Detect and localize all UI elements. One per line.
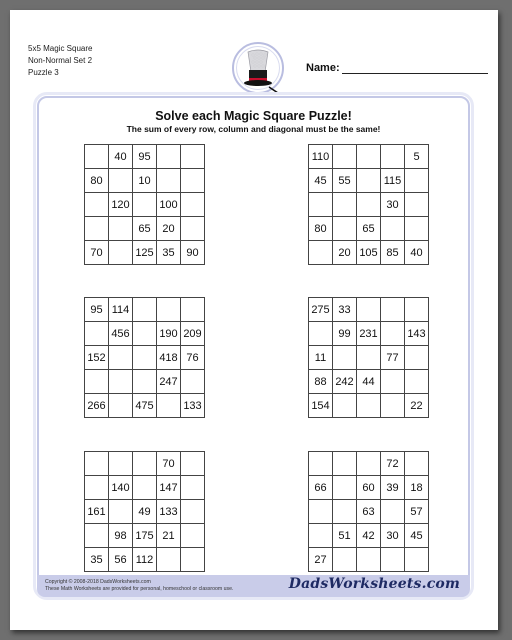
grid-cell	[133, 452, 157, 476]
grid-cell	[309, 193, 333, 217]
grid-cell	[357, 193, 381, 217]
grid-cell: 35	[85, 548, 109, 572]
grid-cell	[109, 346, 133, 370]
grid-cell: 418	[157, 346, 181, 370]
instructions-subheading: The sum of every row, column and diagonal must be the same!	[126, 124, 381, 134]
grid-cell	[85, 370, 109, 394]
footer-band	[37, 575, 470, 597]
grid-cell	[181, 524, 205, 548]
grid-cell: 40	[109, 145, 133, 169]
grid-cell	[109, 370, 133, 394]
grid-cell: 51	[333, 524, 357, 548]
grid-cell	[333, 500, 357, 524]
grid-cell	[357, 452, 381, 476]
grid-cell: 45	[309, 169, 333, 193]
usage-notice: These Math Worksheets are provided for personal, homeschool or classroom use.	[45, 585, 234, 592]
grid-cell: 10	[133, 169, 157, 193]
grid-cell	[157, 394, 181, 418]
grid-cell	[333, 548, 357, 572]
magic-hat-icon	[232, 40, 284, 100]
grid-row	[85, 476, 205, 500]
grid-cell	[85, 524, 109, 548]
grid-cell: 95	[85, 298, 109, 322]
grid-row	[85, 394, 205, 418]
grid-row	[309, 346, 429, 370]
copyright-text: Copyright © 2008-2018 DadsWorksheets.com	[45, 579, 151, 585]
grid-cell	[405, 298, 429, 322]
name-line	[342, 62, 488, 74]
grid-cell: 22	[405, 394, 429, 418]
grid-row	[85, 241, 205, 265]
grid-row	[309, 394, 429, 418]
grid-cell: 114	[109, 298, 133, 322]
grid-cell: 266	[85, 394, 109, 418]
grid-cell	[381, 370, 405, 394]
grid-cell	[381, 548, 405, 572]
grid-cell	[157, 169, 181, 193]
grid-row	[85, 193, 205, 217]
grid-cell	[133, 346, 157, 370]
grid-cell: 65	[357, 217, 381, 241]
grid-cell: 21	[157, 524, 181, 548]
magic-square-2	[308, 144, 429, 265]
grid-cell: 112	[133, 548, 157, 572]
grid-row	[309, 500, 429, 524]
grid-cell	[181, 217, 205, 241]
grid-cell: 161	[85, 500, 109, 524]
grid-cell	[109, 452, 133, 476]
grid-cell: 85	[381, 241, 405, 265]
grid-cell: 63	[357, 500, 381, 524]
grid-cell: 275	[309, 298, 333, 322]
grid-cell: 27	[309, 548, 333, 572]
grid-row	[309, 298, 429, 322]
grid-cell: 35	[157, 241, 181, 265]
grid-cell: 120	[109, 193, 133, 217]
grid-cell	[181, 193, 205, 217]
grid-cell: 100	[157, 193, 181, 217]
grid-cell	[85, 322, 109, 346]
grid-row	[85, 169, 205, 193]
grid-cell	[109, 394, 133, 418]
grid-cell	[133, 476, 157, 500]
grid-cell: 42	[357, 524, 381, 548]
grid-cell: 33	[333, 298, 357, 322]
grid-cell: 11	[309, 346, 333, 370]
grid-row	[309, 524, 429, 548]
grid-row	[309, 241, 429, 265]
grid-cell: 60	[357, 476, 381, 500]
magic-square-6	[308, 451, 429, 572]
name-label: Name:	[306, 62, 340, 74]
grid-row	[309, 169, 429, 193]
grid-cell: 80	[309, 217, 333, 241]
grid-cell: 140	[109, 476, 133, 500]
grid-row	[309, 452, 429, 476]
grid-cell: 20	[333, 241, 357, 265]
grid-cell	[405, 193, 429, 217]
grid-cell	[381, 322, 405, 346]
grid-cell: 125	[133, 241, 157, 265]
grid-cell: 133	[181, 394, 205, 418]
grid-cell	[133, 193, 157, 217]
magic-square-1	[84, 144, 205, 265]
grid-row	[309, 322, 429, 346]
instructions-heading: Solve each Magic Square Puzzle!	[155, 109, 352, 123]
grid-cell: 66	[309, 476, 333, 500]
grid-cell: 105	[357, 241, 381, 265]
grid-cell	[309, 241, 333, 265]
grid-cell	[157, 298, 181, 322]
grid-cell	[85, 217, 109, 241]
grid-row	[309, 476, 429, 500]
grid-cell	[109, 500, 133, 524]
grid-cell	[357, 145, 381, 169]
grid-cell	[357, 298, 381, 322]
grid-cell	[181, 370, 205, 394]
grid-row	[85, 346, 205, 370]
grid-cell	[309, 452, 333, 476]
grid-cell	[85, 476, 109, 500]
grid-cell	[181, 169, 205, 193]
grid-cell	[405, 548, 429, 572]
grid-cell: 77	[381, 346, 405, 370]
grid-cell	[85, 145, 109, 169]
grid-cell: 49	[133, 500, 157, 524]
grid-cell	[333, 452, 357, 476]
grid-cell	[333, 193, 357, 217]
grid-cell: 152	[85, 346, 109, 370]
grid-cell: 456	[109, 322, 133, 346]
grid-row	[85, 370, 205, 394]
grid-cell	[309, 322, 333, 346]
grid-cell: 18	[405, 476, 429, 500]
grid-cell	[357, 394, 381, 418]
grid-cell	[181, 145, 205, 169]
grid-cell: 247	[157, 370, 181, 394]
grid-cell	[309, 500, 333, 524]
grid-cell: 115	[381, 169, 405, 193]
grid-cell: 95	[133, 145, 157, 169]
grid-row	[309, 370, 429, 394]
grid-cell: 65	[133, 217, 157, 241]
grid-row	[309, 548, 429, 572]
grid-cell: 5	[405, 145, 429, 169]
grid-cell	[357, 346, 381, 370]
grid-cell: 70	[85, 241, 109, 265]
worksheet-meta	[28, 43, 92, 79]
grid-cell: 147	[157, 476, 181, 500]
grid-cell	[133, 322, 157, 346]
grid-cell	[309, 524, 333, 548]
grid-cell: 154	[309, 394, 333, 418]
grid-cell	[85, 193, 109, 217]
grid-row	[85, 524, 205, 548]
grid-row	[85, 500, 205, 524]
grid-cell	[133, 370, 157, 394]
grid-row	[309, 193, 429, 217]
brand-logo: DadsWorksheets.com	[288, 576, 460, 592]
grid-cell: 242	[333, 370, 357, 394]
grid-cell: 90	[181, 241, 205, 265]
grid-cell: 72	[381, 452, 405, 476]
grid-cell: 39	[381, 476, 405, 500]
grid-cell: 143	[405, 322, 429, 346]
grid-cell	[181, 548, 205, 572]
magic-square-5	[84, 451, 205, 572]
grid-cell	[181, 476, 205, 500]
grid-cell	[333, 394, 357, 418]
grid-cell	[333, 476, 357, 500]
grid-cell: 30	[381, 193, 405, 217]
grid-cell: 475	[133, 394, 157, 418]
grid-cell: 45	[405, 524, 429, 548]
grid-cell	[333, 217, 357, 241]
grid-cell	[181, 500, 205, 524]
grid-cell	[381, 500, 405, 524]
grid-cell: 80	[85, 169, 109, 193]
worksheet-set: Non-Normal Set 2	[28, 56, 93, 65]
grid-cell	[405, 169, 429, 193]
grid-row	[85, 548, 205, 572]
grid-cell: 99	[333, 322, 357, 346]
grid-cell	[157, 145, 181, 169]
grid-cell	[181, 452, 205, 476]
grid-row	[85, 322, 205, 346]
magic-square-4	[308, 297, 429, 418]
grid-cell	[133, 298, 157, 322]
grid-row	[309, 145, 429, 169]
grid-cell	[109, 241, 133, 265]
grid-cell: 110	[309, 145, 333, 169]
grid-cell: 76	[181, 346, 205, 370]
grid-cell	[333, 346, 357, 370]
grid-row	[85, 145, 205, 169]
grid-cell: 133	[157, 500, 181, 524]
grid-row	[85, 452, 205, 476]
grid-row	[309, 217, 429, 241]
grid-cell	[405, 370, 429, 394]
grid-row	[85, 217, 205, 241]
grid-cell	[357, 548, 381, 572]
grid-cell: 20	[157, 217, 181, 241]
worksheet-puzzle-number: Puzzle 3	[28, 68, 59, 77]
grid-cell	[109, 169, 133, 193]
grid-cell: 70	[157, 452, 181, 476]
grid-cell	[405, 346, 429, 370]
name-field	[306, 62, 488, 74]
magic-square-3	[84, 297, 205, 418]
grid-cell	[181, 298, 205, 322]
grid-cell: 209	[181, 322, 205, 346]
grid-cell	[381, 217, 405, 241]
grid-cell	[381, 394, 405, 418]
footer-text	[45, 579, 233, 592]
grid-cell: 55	[333, 169, 357, 193]
grid-cell: 175	[133, 524, 157, 548]
grid-cell	[333, 145, 357, 169]
worksheet-title: 5x5 Magic Square	[28, 44, 93, 53]
grid-cell	[109, 217, 133, 241]
grid-row	[85, 298, 205, 322]
grid-cell: 57	[405, 500, 429, 524]
grid-cell	[85, 452, 109, 476]
grid-cell	[381, 298, 405, 322]
grid-cell	[157, 548, 181, 572]
grid-cell: 30	[381, 524, 405, 548]
grid-cell: 231	[357, 322, 381, 346]
grid-cell: 40	[405, 241, 429, 265]
grid-cell	[381, 145, 405, 169]
grid-cell	[405, 217, 429, 241]
grid-cell: 56	[109, 548, 133, 572]
grid-cell: 190	[157, 322, 181, 346]
grid-cell: 88	[309, 370, 333, 394]
grid-cell: 98	[109, 524, 133, 548]
grid-cell	[357, 169, 381, 193]
grid-cell	[405, 452, 429, 476]
grid-cell: 44	[357, 370, 381, 394]
